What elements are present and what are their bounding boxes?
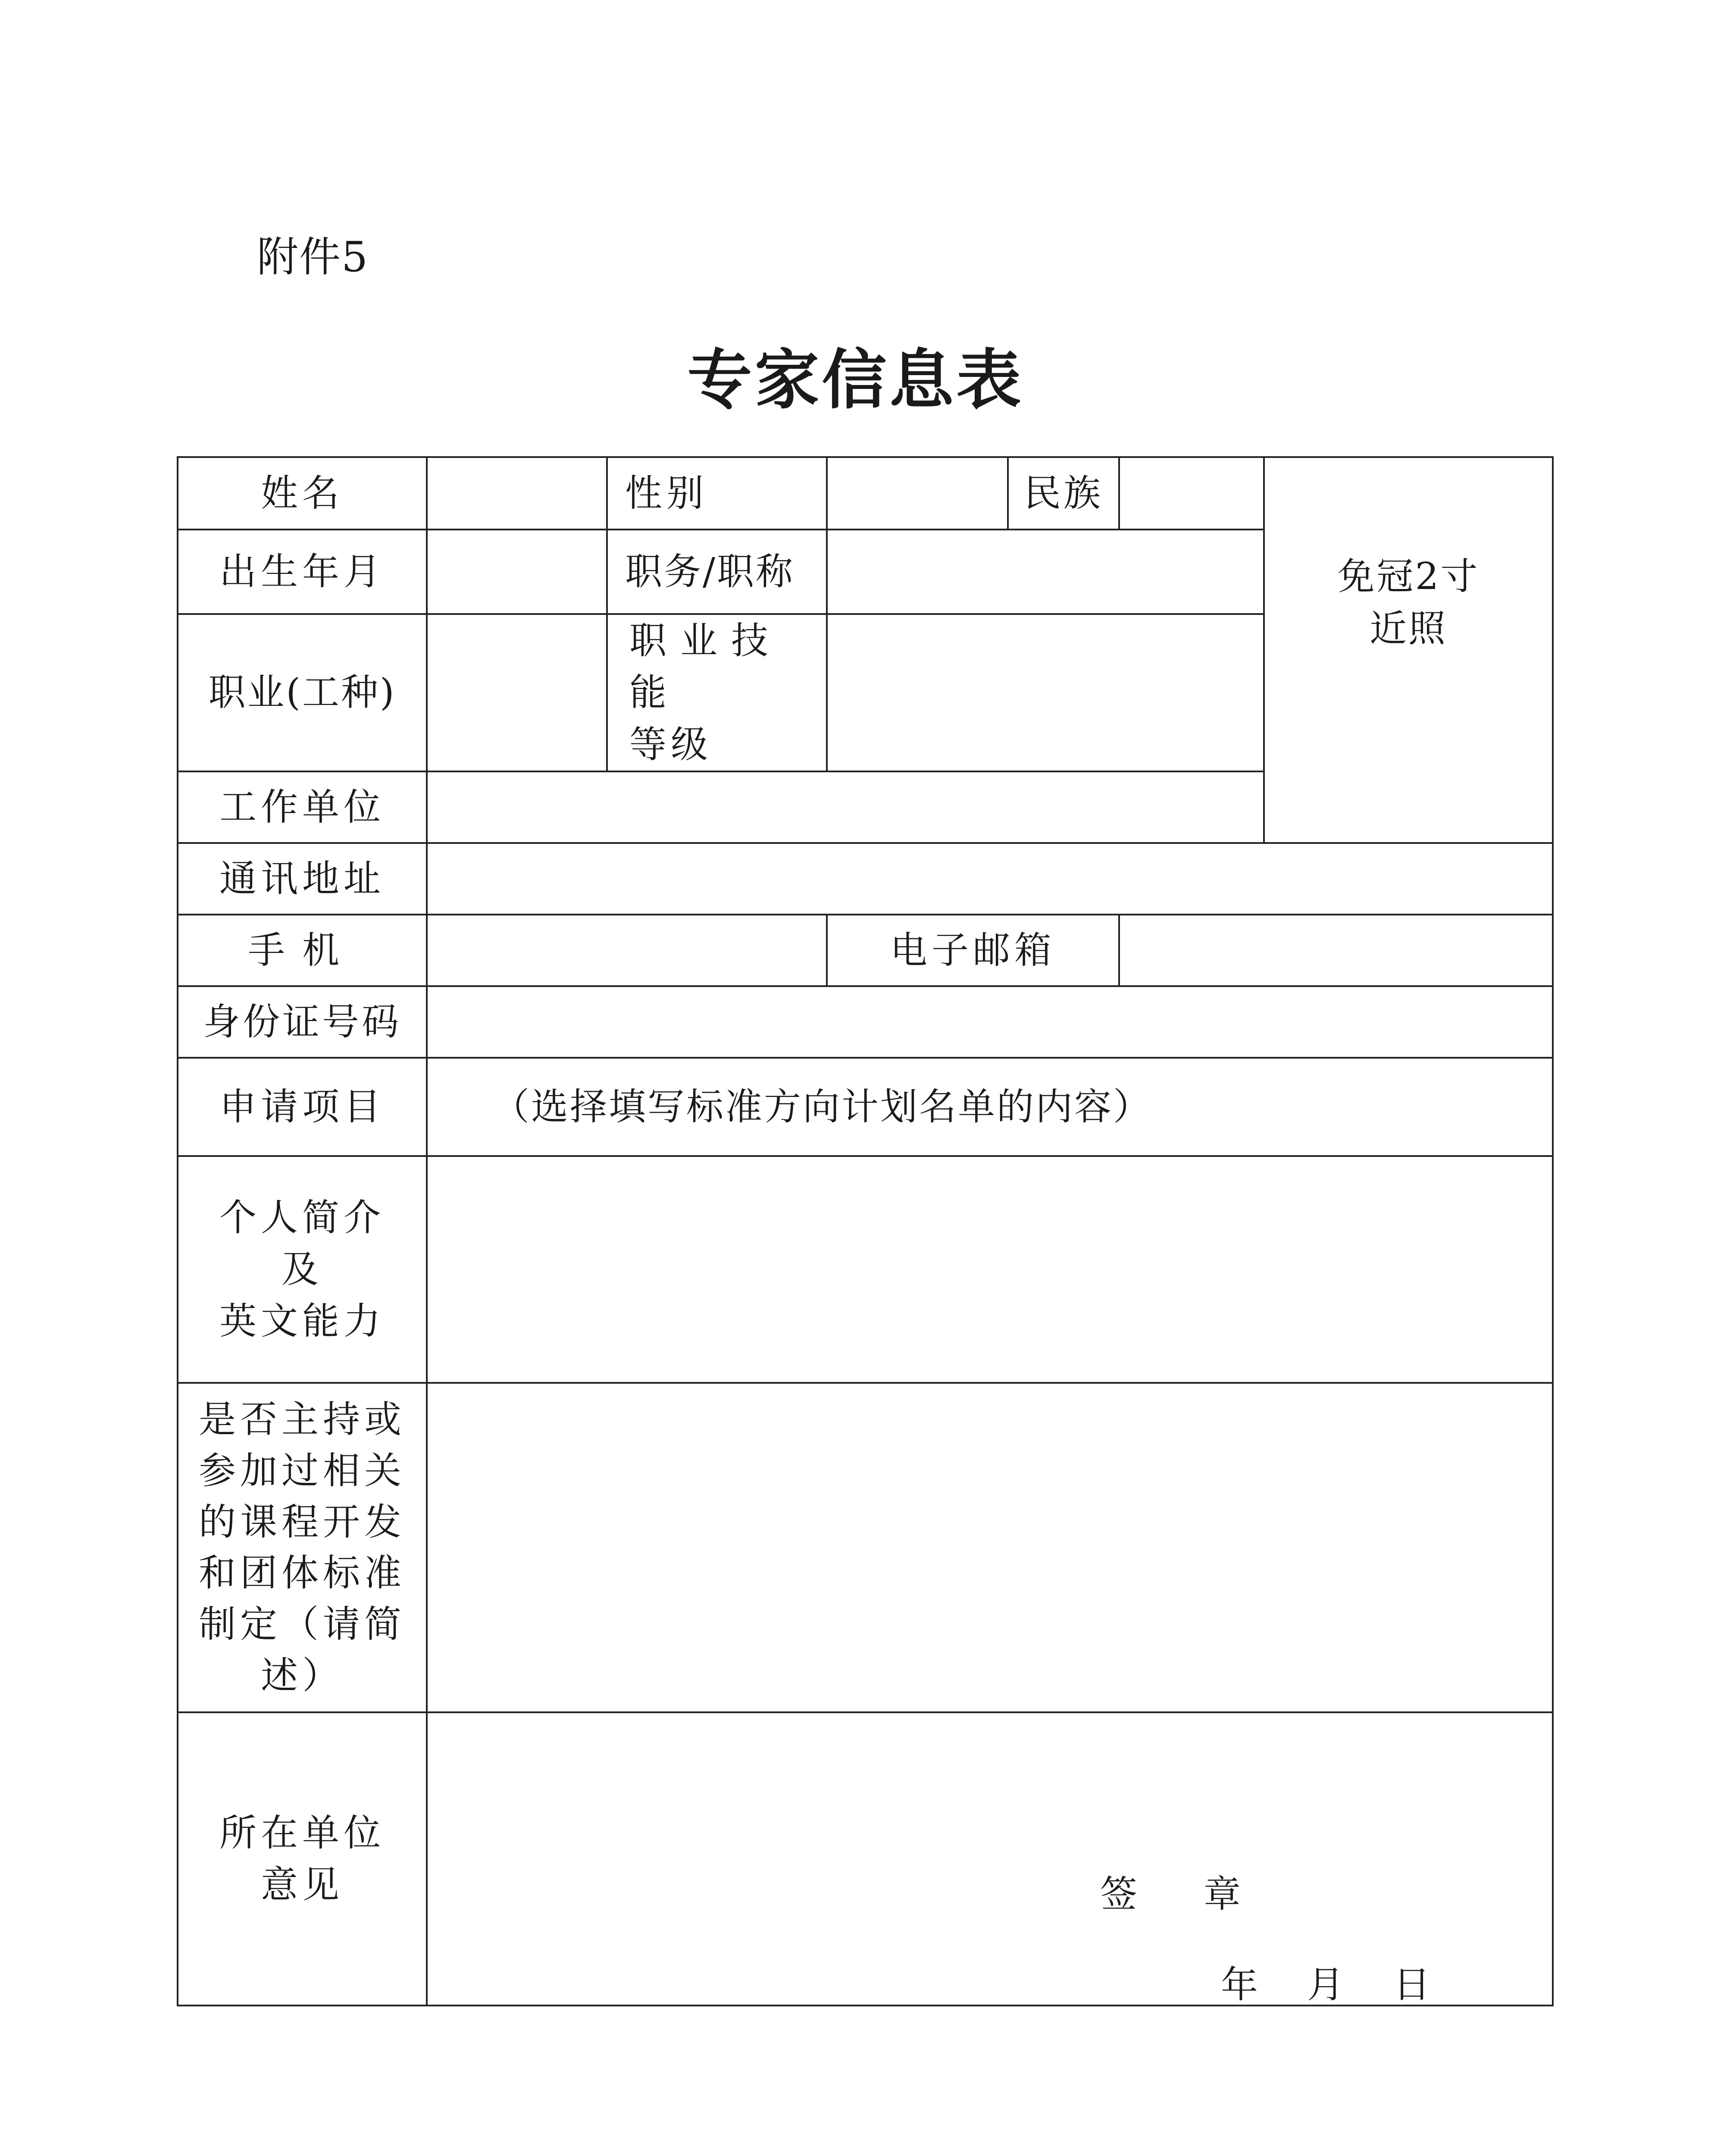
seal-line bbox=[1100, 1868, 1242, 1920]
experience-line-4: 和团体标准 bbox=[199, 1551, 406, 1595]
ethnicity-label: 民族 bbox=[1008, 457, 1119, 530]
ethnicity-field[interactable] bbox=[1119, 457, 1264, 530]
gender-field[interactable] bbox=[827, 457, 1008, 530]
position-field[interactable] bbox=[827, 530, 1264, 614]
address-field[interactable] bbox=[427, 843, 1553, 915]
expert-info-table bbox=[177, 456, 1554, 2006]
bio-label-line-1: 个人简介 bbox=[219, 1196, 385, 1239]
project-label: 申请项目 bbox=[178, 1058, 427, 1156]
date-year: 年 bbox=[1221, 1963, 1260, 2006]
phone-field[interactable] bbox=[427, 915, 827, 986]
bio-label-line-2: 及 bbox=[282, 1247, 323, 1291]
project-field[interactable]: （选择填写标准方向计划名单的内容） bbox=[427, 1058, 1553, 1156]
id-number-label: 身份证号码 bbox=[178, 986, 427, 1058]
photo-caption-line-2: 近照 bbox=[1370, 607, 1447, 650]
attachment-label: 附件5 bbox=[257, 233, 369, 281]
occupation-label: 职业(工种) bbox=[178, 614, 427, 771]
experience-line-3: 的课程开发 bbox=[199, 1500, 406, 1544]
skill-level-line-1: 职业技能 bbox=[629, 619, 782, 714]
bio-label bbox=[178, 1156, 427, 1383]
bio-field[interactable] bbox=[427, 1156, 1553, 1383]
employer-field[interactable] bbox=[427, 771, 1264, 843]
gender-label: 性别 bbox=[607, 457, 827, 530]
birth-label: 出生年月 bbox=[178, 530, 427, 614]
birth-field[interactable] bbox=[427, 530, 607, 614]
position-label: 职务/职称 bbox=[607, 530, 827, 614]
skill-level-field[interactable] bbox=[827, 614, 1264, 771]
opinion-label bbox=[178, 1712, 427, 2006]
name-label: 姓名 bbox=[178, 457, 427, 530]
id-number-field[interactable] bbox=[427, 986, 1553, 1058]
experience-line-6: 述） bbox=[261, 1654, 344, 1697]
occupation-field[interactable] bbox=[427, 614, 607, 771]
date-month: 月 bbox=[1307, 1963, 1346, 2006]
opinion-label-line-2: 意见 bbox=[261, 1863, 344, 1907]
email-label: 电子邮箱 bbox=[827, 915, 1119, 986]
photo-box[interactable] bbox=[1264, 457, 1553, 843]
skill-level-label bbox=[607, 614, 827, 771]
experience-line-2: 参加过相关 bbox=[199, 1449, 406, 1492]
experience-line-5: 制定（请简 bbox=[199, 1602, 406, 1646]
seal-text-stamp: 章 bbox=[1204, 1873, 1242, 1916]
photo-caption-line-1: 免冠2寸 bbox=[1337, 555, 1480, 599]
address-label: 通讯地址 bbox=[178, 843, 427, 915]
opinion-label-line-1: 所在单位 bbox=[219, 1811, 385, 1855]
employer-label: 工作单位 bbox=[178, 771, 427, 843]
phone-label: 手机 bbox=[178, 915, 427, 986]
date-line bbox=[1221, 1959, 1432, 2006]
experience-field[interactable] bbox=[427, 1383, 1553, 1712]
page-title: 专家信息表 bbox=[687, 343, 1024, 418]
email-field[interactable] bbox=[1119, 915, 1553, 986]
seal-text-sign: 签 bbox=[1100, 1873, 1139, 1916]
experience-line-1: 是否主持或 bbox=[199, 1398, 406, 1442]
date-day: 日 bbox=[1393, 1963, 1432, 2006]
bio-label-line-3: 英文能力 bbox=[219, 1300, 385, 1343]
name-field[interactable] bbox=[427, 457, 607, 530]
experience-label bbox=[178, 1383, 427, 1712]
skill-level-line-2: 等级 bbox=[629, 723, 712, 766]
opinion-field[interactable] bbox=[427, 1712, 1553, 2006]
